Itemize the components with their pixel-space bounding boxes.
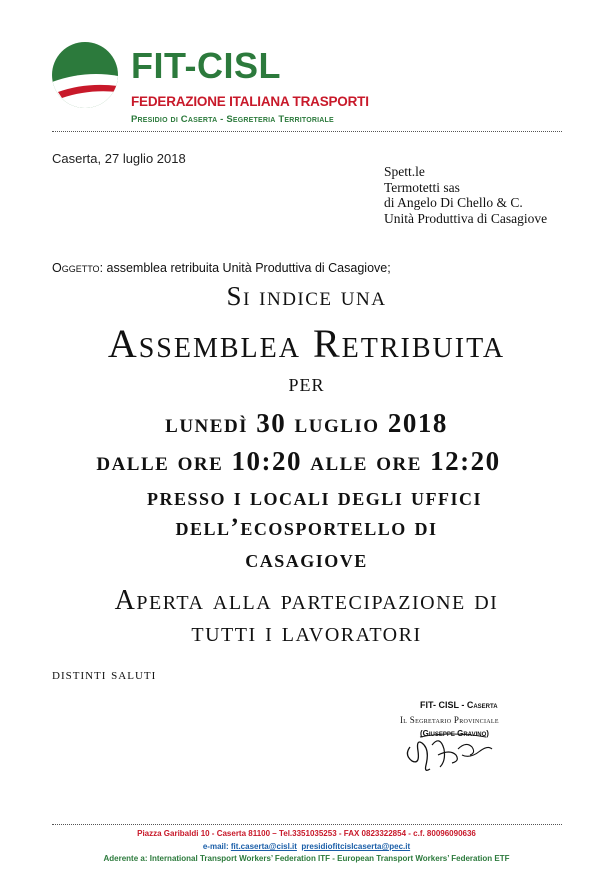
- subject-line: Oggetto: assemblea retribuita Unità Produttiva di Casagiove;: [52, 261, 391, 275]
- email-label: e-mail:: [202, 842, 229, 851]
- announcement-title: Assemblea Retribuita: [107, 321, 506, 366]
- announcement-line: Si indice una: [226, 281, 387, 311]
- subject-text: assemblea retribuita Unità Produttiva di Casagiove;: [106, 261, 391, 275]
- recipient-line: Unità Produttiva di Casagiove: [384, 210, 548, 226]
- place-date: Caserta, 27 luglio 2018: [52, 151, 186, 166]
- handwritten-signature-icon: [400, 725, 510, 775]
- footer-contacts: [0, 842, 613, 851]
- recipient-block: [384, 164, 547, 226]
- announcement-line: tutti i lavoratori: [191, 617, 422, 648]
- header-divider: [52, 131, 562, 132]
- org-full-name: FEDERAZIONE ITALIANA TRASPORTI: [131, 94, 369, 109]
- recipient-line: Termotetti sas: [384, 179, 460, 195]
- announcement-line: dell’ecosportello di: [175, 514, 438, 541]
- signature-name: (Giuseppe Gravino): [420, 729, 489, 738]
- fit-cisl-logo-icon: [52, 42, 118, 108]
- closing: distinti saluti: [52, 667, 157, 683]
- footer-divider: [52, 824, 562, 825]
- signature-org: FIT- CISL - Caserta: [420, 700, 498, 710]
- announcement-time: dalle ore 10:20 alle ore 12:20: [96, 446, 501, 476]
- recipient-line: Spett.le: [384, 164, 425, 179]
- announcement-line: presso i locali degli uffici: [146, 484, 483, 511]
- footer-affiliation: Aderente a: International Transport Workers’ Federation ITF - European Transport Workers’ Federation ETF: [103, 854, 510, 863]
- announcement-line: per: [288, 370, 325, 397]
- announcement-line: Aperta alla partecipazione di: [114, 585, 499, 616]
- announcement-date: lunedì 30 luglio 2018: [165, 408, 448, 438]
- signature-role: Il Segretario Provinciale: [400, 715, 499, 725]
- org-subtitle: Presidio di Caserta - Segreteria Territoriale: [131, 114, 334, 125]
- subject-label: Oggetto: [52, 261, 100, 275]
- email-link-2[interactable]: presidiofitcislcaserta@pec.it: [301, 842, 411, 851]
- announcement-location: casagiove: [245, 546, 368, 573]
- org-name: FIT-CISL: [131, 45, 281, 86]
- footer-address: Piazza Garibaldi 10 - Caserta 81100 – Tel.3351035253 - FAX 0823322854 - c.f. 80096090636: [137, 829, 476, 838]
- recipient-line: di Angelo Di Chello & C.: [384, 195, 523, 210]
- email-link-1[interactable]: fit.caserta@cisl.it: [230, 842, 297, 851]
